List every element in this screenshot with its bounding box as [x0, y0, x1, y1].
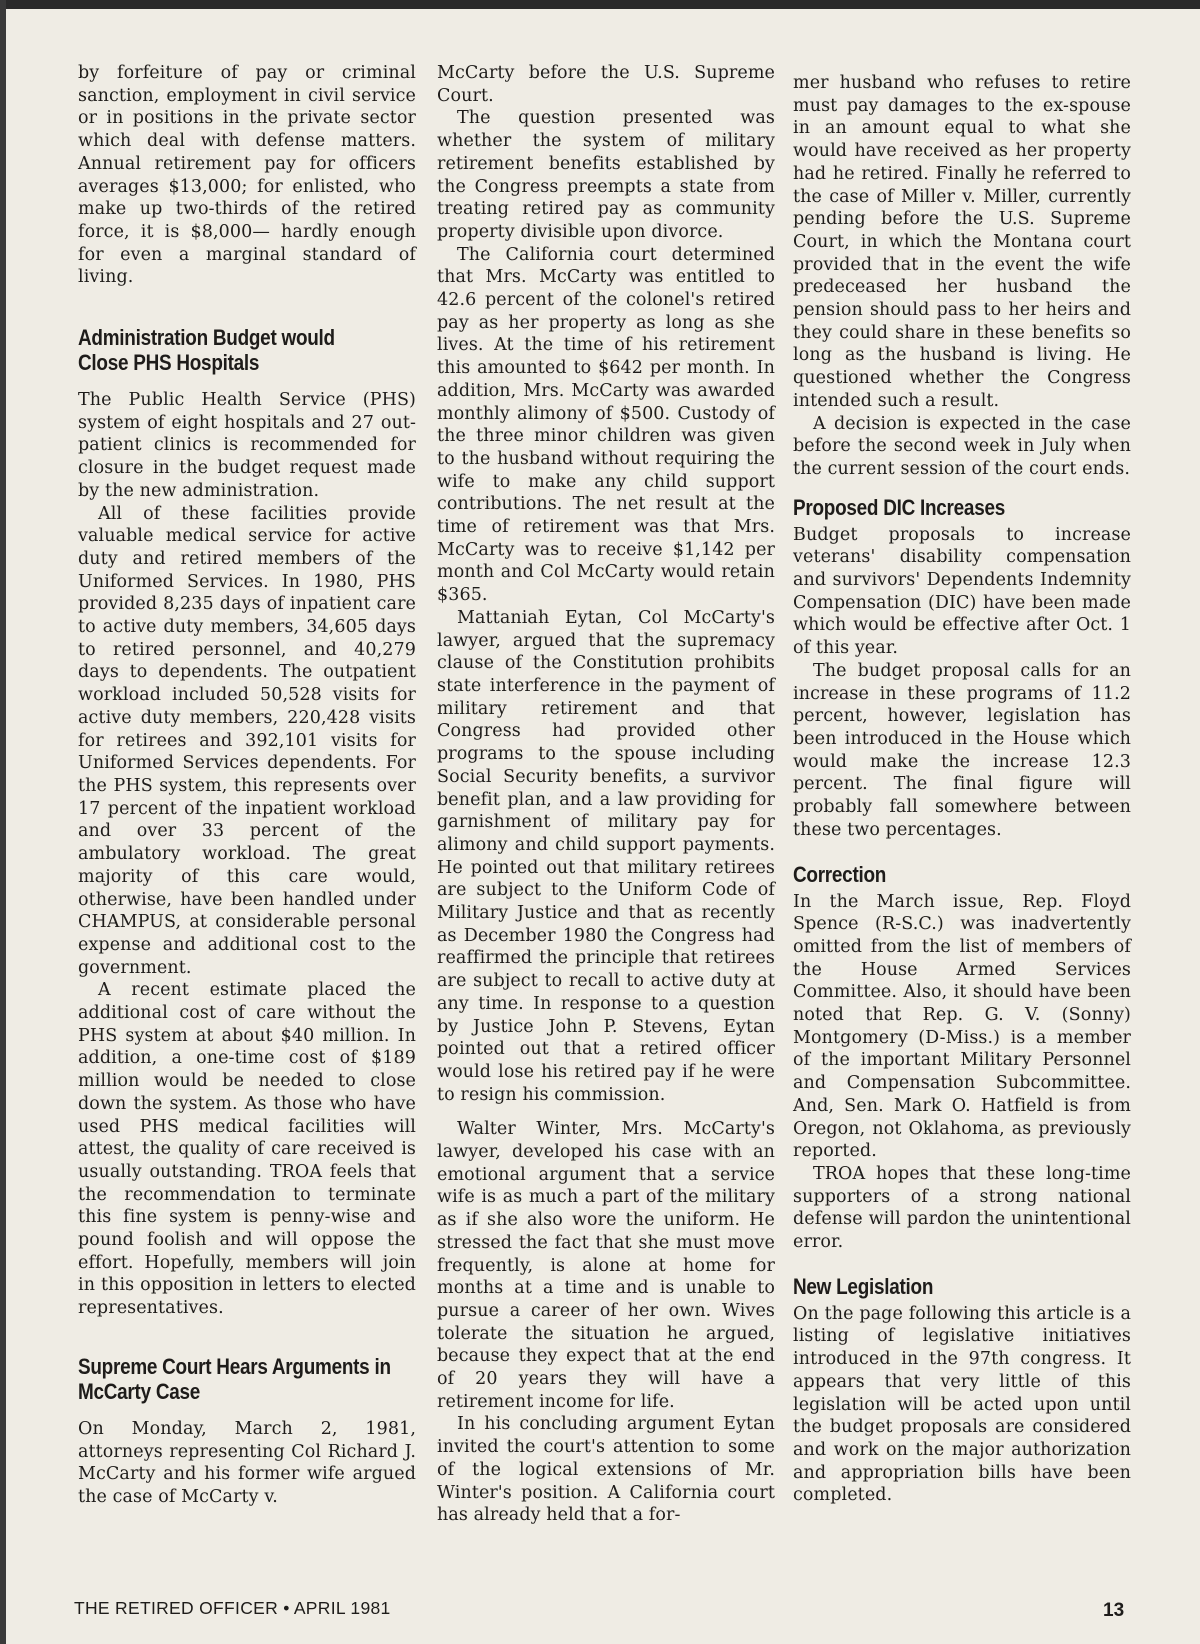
heading-new-legislation: New Legislation: [793, 1273, 934, 1299]
paragraph: In the March issue, Rep. Floyd Spence (R-S.C.) was inadvertently omitted from the list of members of the House Armed Services Committee. Also, it should have been noted that Rep. G. V. (Sonny) Montgomery (D-Miss.) is a member of the important Military Personnel and Compensation Subcommittee. And, Sen. Mark O. Hatfield is from Oregon, not Oklahoma, as previously reported.: [793, 891, 1131, 1162]
heading-correction: Correction: [793, 861, 887, 887]
heading-dic-increases: Proposed DIC Increases: [793, 494, 1005, 520]
paragraph: A decision is expected in the case before the second week in July when the current session of the court ends.: [793, 413, 1131, 479]
column-2: [437, 62, 775, 1527]
heading-supreme-court: Supreme Court Hears Arguments in McCarty Case: [78, 1353, 391, 1404]
paragraph: Walter Winter, Mrs. McCarty's lawyer, developed his case with an emotional argument that a service wife is as much a part of the military as if she also wore the uniform. He stressed the fact that she must move frequently, is alone at home for months at a time and is unable to pursue a career of her own. Wives tolerate the situation he argued, because they expect that at the end of 20 years they will have a retirement income for life.: [437, 1119, 775, 1412]
paragraph: The question presented was whether the system of military retirement benefits established by the Congress preempts a state from treating retired pay as community property divisible upon divorce.: [437, 108, 775, 242]
page-left-edge: [0, 0, 6, 1644]
paragraph: In his concluding argument Eytan invited the court's attention to some of the logical extensions of Mr. Winter's position. A California court has already held that a for-: [437, 1414, 775, 1526]
paragraph: A recent estimate placed the additional cost of care without the PHS system at about $40 million. In addition, a one-time cost of $189 million would be needed to close down the system. As those who have used PHS medical facilities will attest, the quality of care received is usually outstanding. TROA feels that the recommendation to terminate this fine system is penny-wise and pound foolish and will oppose the effort. Hopefully, members will join in this opposition in letters to elected representatives.: [78, 980, 416, 1319]
paragraph: On the page following this article is a listing of legislative initiatives introduced in the 97th congress. It appears that very little of this legislation will be acted upon until the budget proposals are considered and work on the major authorization and appropriation bills have been completed.: [793, 1303, 1131, 1506]
paragraph: McCarty before the U.S. Supreme Court.: [437, 63, 775, 106]
paragraph: The budget proposal calls for an increase in these programs of 11.2 percent, however, legislation has been introduced in the House which would make the increase 12.3 percent. The final figure will probably fall somewhere between these two percentages.: [793, 660, 1131, 840]
paragraph: Mattaniah Eytan, Col McCarty's lawyer, argued that the supremacy clause of the Constitution prohibits state interference in the payment of military retirement and that Congress had provided other programs to the spouse including Social Security benefits, a survivor benefit plan, and a law providing for garnishment of military pay for alimony and child support payments. He pointed out that military retirees are subject to the Uniform Code of Military Justice and that as recently as December 1980 the Congress had reaffirmed the principle that retirees are subject to recall to active duty at any time. In response to a question by Justice John P. Stevens, Eytan pointed out that a retired officer would lose his retired pay if he were to resign his commission.: [437, 607, 775, 1105]
running-footer: THE RETIRED OFFICER • APRIL 1981: [74, 1598, 391, 1618]
paragraph: On Monday, March 2, 1981, attorneys representing Col Richard J. McCarty and his former wife argued the case of McCarty v.: [78, 1418, 416, 1507]
paragraph: The Public Health Service (PHS) system of eight hospitals and 27 out-patient clinics is recommended for closure in the budget request made by the new administration.: [78, 390, 416, 501]
paragraph: TROA hopes that these long-time supporters of a strong national defense will pardon the unintentional error.: [793, 1163, 1131, 1253]
paragraph: by forfeiture of pay or criminal sanction, employment in civil service or in positions in the private sector which deal with defense matters. Annual retirement pay for officers averages $13,000; for enlisted, who make up two-thirds of the retired force, it is $8,000— hardly enough for even a marginal standard of living.: [78, 63, 416, 288]
paragraph: mer husband who refuses to retire must pay damages to the ex-spouse in an amount equal to what she would have received as her property had he retired. Finally he referred to the case of Miller v. Miller, currently pending before the U.S. Supreme Court, in which the Montana court provided that in the event the wife predeceased her husband the pension should pass to her heirs and they could share in these benefits so long as the husband is living. He questioned whether the Congress intended such a result.: [793, 73, 1131, 411]
heading-phs-hospitals: Administration Budget would Close PHS Hospitals: [78, 325, 335, 376]
paragraph: The California court determined that Mrs. McCarty was entitled to 42.6 percent of the colonel's retired pay as her property as long as she lives. At the time of his retirement this amounted to $642 per month. In addition, Mrs. McCarty was awarded monthly alimony of $500. Custody of the three minor children was given to the husband without requiring the wife to make any child support contributions. The net result at the time of retirement was that Mrs. McCarty was to receive $1,142 per month and Col McCarty would retain $365.: [437, 244, 775, 606]
paragraph: Budget proposals to increase veterans' disability compensation and survivors' Dependents Indemnity Compensation (DIC) have been made which would be effective after Oct. 1 of this year.: [793, 524, 1131, 659]
column-3: [793, 62, 1131, 1507]
column-1: [78, 62, 416, 1509]
paragraph: All of these facilities provide valuable medical service for active duty and retired members of the Uniformed Services. In 1980, PHS provided 8,235 days of inpatient care to active duty members, 34,605 days to retired personnel, and 40,279 days to dependents. The outpatient workload included 50,528 visits for active duty members, 220,428 visits for retirees and 392,101 visits for Uniformed Services dependents. For the PHS system, this represents over 17 percent of the inpatient workload and over 33 percent of the ambulatory workload. The great majority of this care would, otherwise, have been handled under CHAMPUS, at considerable personal expense and additional cost to the government.: [78, 503, 416, 978]
page-top-border: [0, 0, 1200, 9]
page-number: 13: [1103, 1600, 1125, 1621]
